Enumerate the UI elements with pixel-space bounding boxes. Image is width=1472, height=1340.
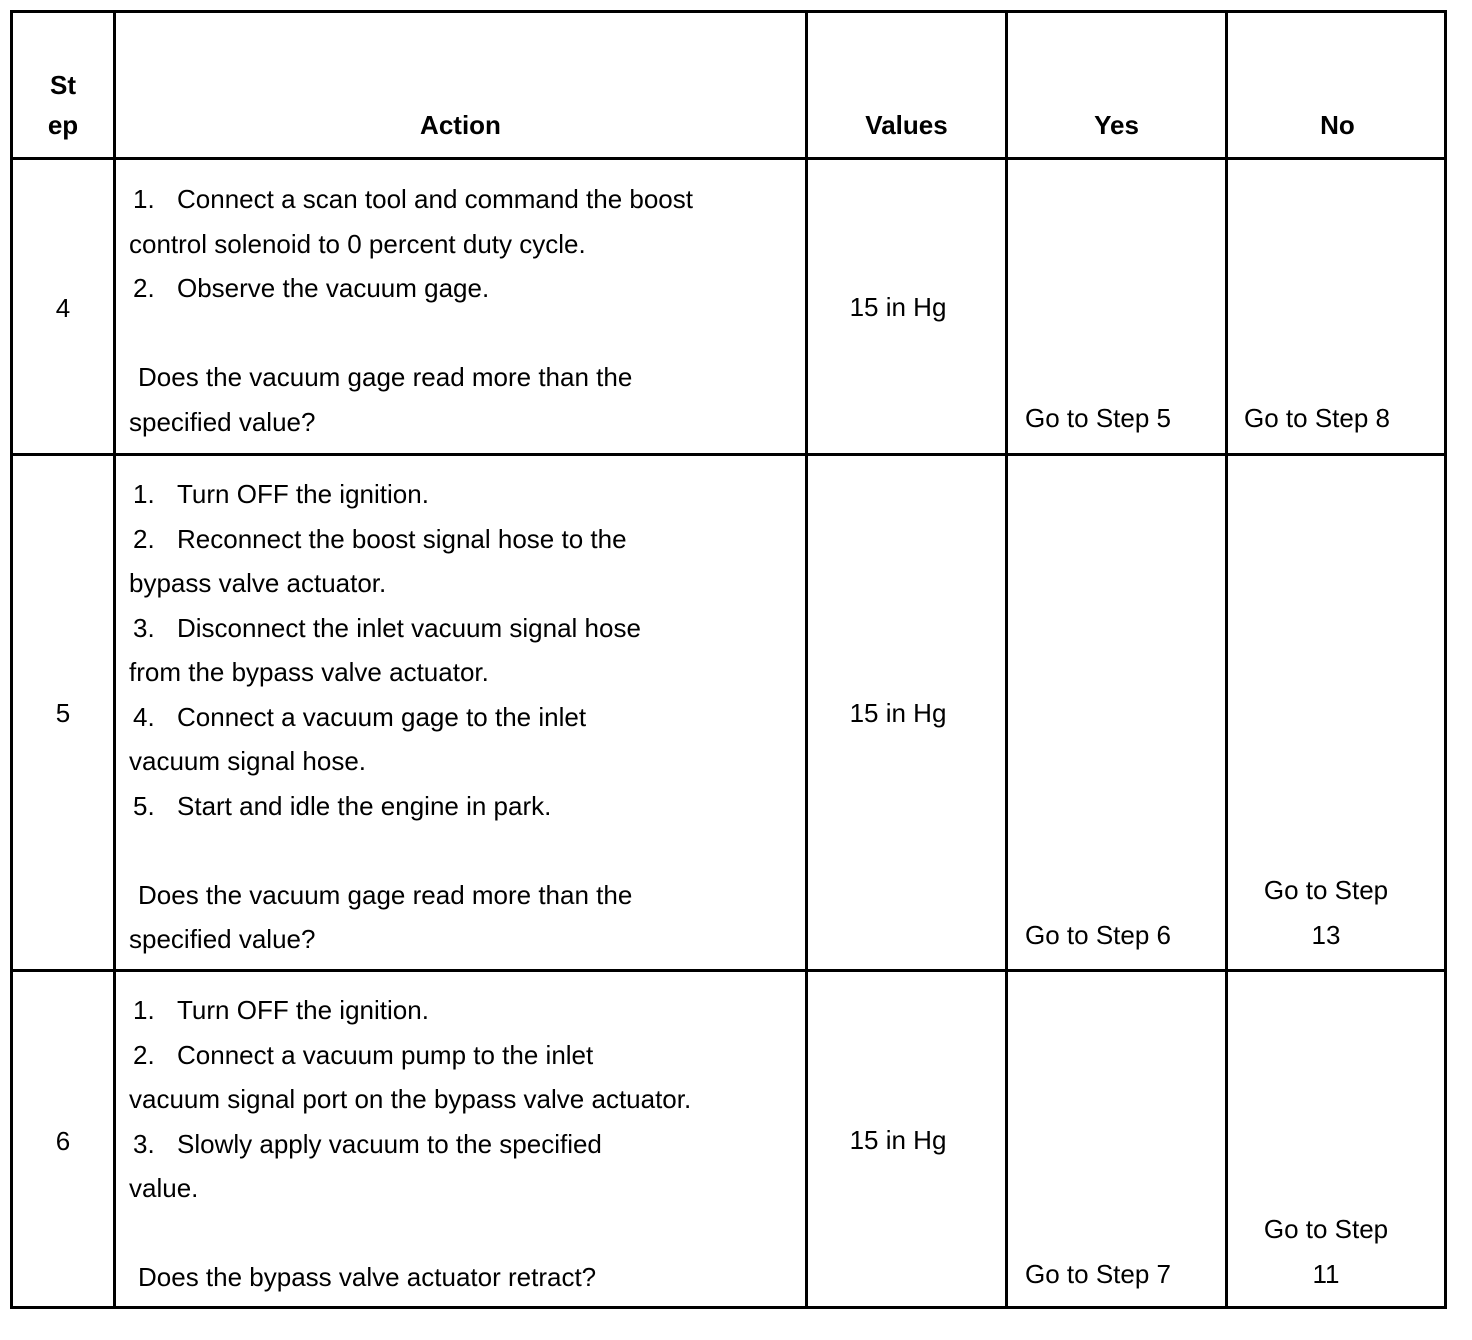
row-yes: Go to Step 7	[1025, 1259, 1171, 1289]
action-line	[129, 1211, 691, 1256]
action-question: Does the vacuum gage read more than the	[138, 362, 633, 392]
action-line	[129, 311, 693, 356]
action-line: vacuum signal port on the bypass valve actuator.	[129, 1084, 692, 1114]
row-value: 15 in Hg	[849, 1125, 947, 1155]
header-no: No	[1320, 110, 1355, 140]
row-divider	[13, 453, 1444, 456]
action-question: Does the bypass valve actuator retract?	[138, 1262, 597, 1292]
action-line: 2. Connect a vacuum pump to the inlet	[133, 1039, 594, 1070]
action-line	[129, 828, 641, 873]
row-action	[129, 177, 693, 444]
action-line: 4. Connect a vacuum gage to the inlet	[133, 701, 587, 732]
row-divider	[13, 969, 1444, 972]
header-yes: Yes	[1094, 110, 1139, 140]
row-yes: Go to Step 5	[1025, 403, 1171, 433]
row-step-number: 6	[55, 1126, 71, 1156]
row-value: 15 in Hg	[849, 292, 947, 322]
row-step-number: 4	[55, 293, 71, 323]
action-line: control solenoid to 0 percent duty cycle.	[129, 228, 586, 259]
action-line: vacuum signal hose.	[129, 746, 367, 776]
action-line: from the bypass valve actuator.	[129, 657, 489, 687]
diagnostic-table	[10, 10, 1447, 1309]
header-step: St ep	[47, 70, 79, 140]
column-divider	[805, 13, 808, 1306]
row-value: 15 in Hg	[849, 698, 947, 728]
column-divider	[1005, 13, 1008, 1306]
row-no: Go to Step 8	[1244, 403, 1390, 433]
action-line: 1. Turn OFF the ignition.	[133, 479, 429, 509]
header-divider	[13, 157, 1444, 160]
action-line: 1. Turn OFF the ignition.	[133, 995, 429, 1025]
row-step-number: 5	[55, 698, 71, 728]
action-question: specified value?	[129, 406, 316, 437]
header-values: Values	[865, 110, 948, 140]
action-question: specified value?	[129, 924, 316, 954]
action-line: 2. Observe the vacuum gage.	[133, 273, 490, 303]
header-action: Action	[420, 110, 501, 140]
action-line: 3. Slowly apply vacuum to the specified	[133, 1128, 602, 1159]
action-line: 1. Connect a scan tool and command the boost	[133, 184, 693, 214]
row-no: Go to Step 13	[1263, 875, 1389, 950]
row-action	[129, 988, 691, 1300]
action-line: 3. Disconnect the inlet vacuum signal hose	[133, 612, 641, 643]
action-line: value.	[129, 1173, 199, 1203]
column-divider	[113, 13, 116, 1306]
row-no: Go to Step 11	[1263, 1214, 1389, 1289]
action-line: bypass valve actuator.	[129, 568, 387, 598]
action-question: Does the vacuum gage read more than the	[138, 879, 633, 910]
action-line: 2. Reconnect the boost signal hose to the	[133, 523, 627, 554]
column-divider	[1225, 13, 1228, 1306]
row-action	[129, 472, 641, 962]
action-line: 5. Start and idle the engine in park.	[133, 790, 552, 821]
row-yes: Go to Step 6	[1025, 920, 1171, 950]
